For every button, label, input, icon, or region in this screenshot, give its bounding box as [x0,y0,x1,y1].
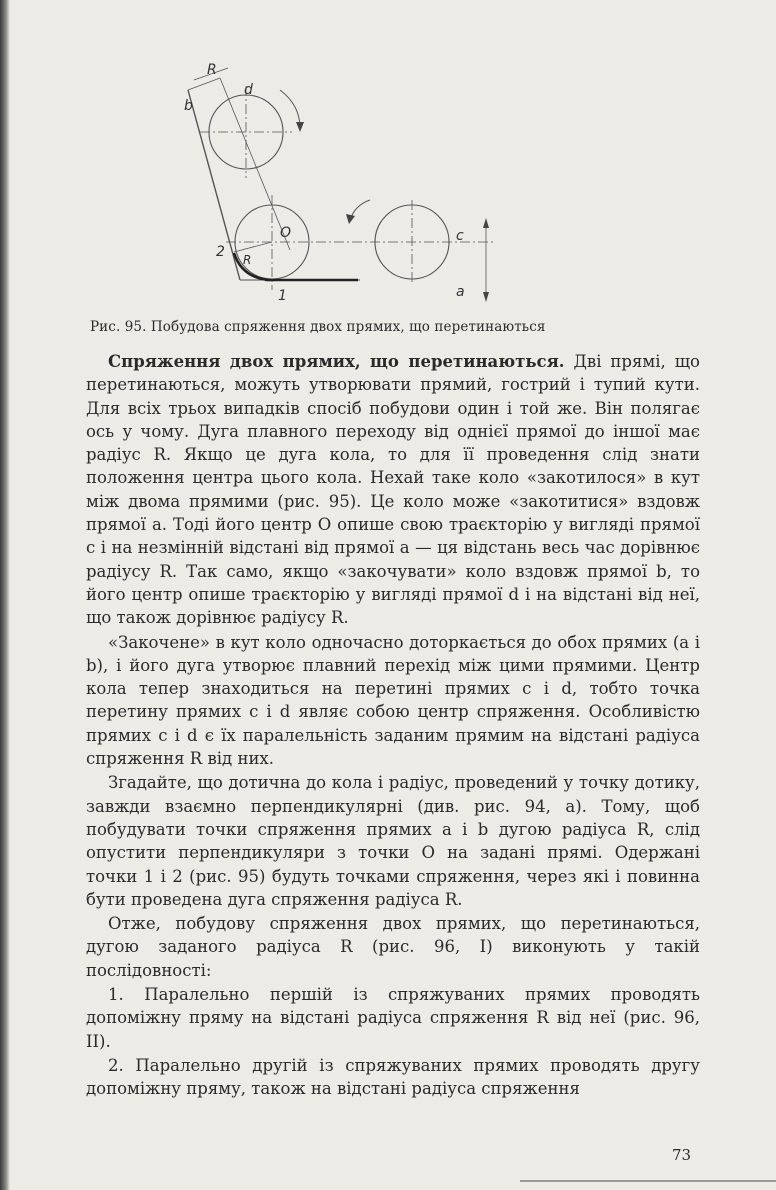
paragraph-text: Отже, побудову спряження двох прямих, що перетинаються, дугою заданого радіуса R (рис. 96, I) виконують у такій послідовності: [86,914,700,980]
label-point-1: 1 [278,288,287,304]
line-b [188,90,240,280]
paragraph-text: 1. Паралельно першій із спряжуваних прямих проводять допоміжну пряму на відстані радіуса спряження R від неї (рис. 96, II). [86,985,700,1051]
label-O: O [280,225,292,241]
figure-95-diagram [150,50,530,320]
label-d: d [244,82,253,98]
paragraph-text: Дві прямі, що перетинаються, можуть утворювати прямий, гострий і тупий кути. Для всіх трьох випадків спосіб побудови один і той же. Він полягає ось у чому. Дуга плавного переходу від однієї прямої до іншої має радіус R. Якщо це дуга кола, то для її проведення слід знати положення центра цього кола. Нехай таке коло «закотилося» в кут між двома прямими (рис. 95). Це коло може «закотитися» вздовж прямої a. Тоді його центр O опише свою траєкторію у вигляді прямої c і на незмінній відстані від прямої a — ця відстань весь час дорівнює радіусу R. Так само, якщо «закочувати» коло вздовж прямої b, то його центр опише траєкторію у вигляді прямої d і на відстані від неї, що також дорівнює радіусу R. [86,352,700,628]
label-R-top: R [207,62,217,78]
paragraph [86,983,700,1053]
paragraph-lead: Спряження двох прямих, що перетинаються. [108,352,565,371]
label-c: c [456,228,464,244]
paragraph [86,912,700,982]
book-spine-shadow [0,0,10,1190]
paragraph-text: Згадайте, що дотична до кола і радіус, проведений у точку дотику, завжди взаємно перпендикулярні (див. рис. 94, a). Тому, щоб побудувати точки спряження прямих a і b дугою радіуса R, слід опустити перпендикуляри з точки O на задані прямі. Одержані точки 1 і 2 (рис. 95) будуть точками спряження, через які і повинна бути проведена дуга спряження радіуса R. [86,773,700,909]
paragraph [86,1054,700,1101]
body-text [86,350,700,1101]
paragraph [86,350,700,630]
label-b: b [184,98,193,114]
paragraph-text: «Закочене» в кут коло одночасно доторкається до обох прямих (a і b), і його дуга утворює плавний перехід між цими прямими. Центр кола тепер знаходиться на перетині прямих c і d, тобто точка перетину прямих c і d являє собою центр спряження. Особливістю прямих c і d є їх паралельність заданим прямим на відстані радіуса спряження R від них. [86,632,700,769]
label-a: a [456,284,465,300]
page-number: 73 [672,1146,692,1164]
label-R-arc: R [243,253,252,267]
paragraph [86,631,700,771]
figure-caption: Рис. 95. Побудова спряження двох прямих, що перетинаються [90,319,546,335]
paragraph-text: 2. Паралельно другій із спряжуваних прямих проводять другу допоміжну пряму, також на відстані радіуса спряження [86,1055,700,1099]
paragraph [86,771,700,911]
bottom-rule [520,1180,776,1182]
label-point-2: 2 [216,244,225,260]
